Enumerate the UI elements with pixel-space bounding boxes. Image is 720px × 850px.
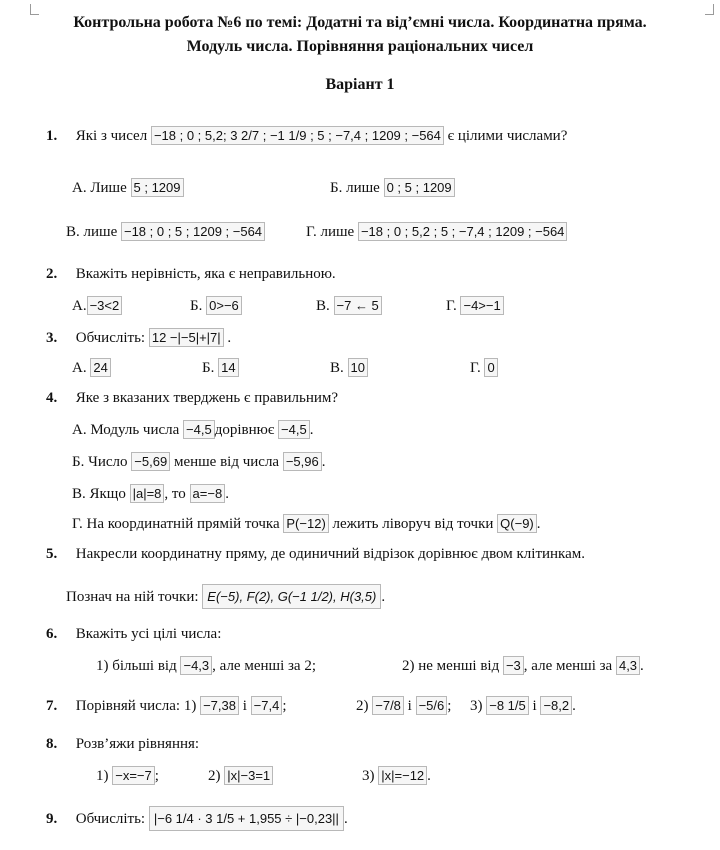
math-expression: |−6 1/4 · 3 1/5 + 1,955 ÷ |−0,23|| (149, 806, 344, 831)
statement-text: лежить ліворуч від точки (332, 516, 494, 532)
question-text: Вкажіть усі цілі числа: (75, 626, 222, 642)
statement-text: дорівнює (214, 422, 275, 438)
answer-option-a (72, 358, 111, 377)
page-title-line-1: Контрольна робота №6 по темі: Додатні та від’ємні числа. Координатна пряма. (73, 14, 647, 31)
math-expression: −18 ; 0 ; 5 ; 1209 ; −564 (121, 222, 265, 241)
option-label: В. (316, 298, 330, 314)
question-text: Обчисліть: (75, 811, 146, 827)
question-6-part-2: 2) не менші від −3 , але менші за 4,3 . (402, 658, 644, 674)
part-label: 3) (362, 768, 375, 784)
answer-option-d (470, 358, 498, 377)
question-number: 8. (46, 736, 58, 752)
conjunction: і (407, 698, 412, 714)
part-label: 1) (96, 768, 109, 784)
math-expression: |a|=8 (130, 484, 165, 503)
question-text: Які з чисел (75, 128, 148, 144)
math-expression: −18 ; 0 ; 5,2; 3 2/7 ; −1 1/9 ; 5 ; −7,4 ; 1209 ; −564 (151, 126, 444, 145)
statement-text: менше від числа (173, 454, 280, 470)
question-text: Розв’яжи рівняння: (75, 736, 200, 752)
question-number: 5. (46, 546, 58, 562)
statement-text: Г. На координатній прямій точка (72, 516, 280, 532)
part-label: 3) (470, 698, 483, 714)
math-expression: 12 −|−5|+|7| (149, 328, 224, 347)
math-expression: −x=−7 (112, 766, 155, 785)
option-label: Г. (470, 360, 481, 376)
answer-option-d (306, 222, 567, 241)
question-3: 3. Обчисліть: 12 −|−5|+|7| . (46, 330, 232, 346)
math-expression: −3 (503, 656, 524, 675)
question-text: Обчисліть: (75, 330, 146, 346)
question-5 (46, 546, 585, 563)
question-5-points: Познач на ній точки: E(−5), F(2), G(−1 1/2), H(3,5) . (66, 584, 385, 609)
math-expression: 14 (218, 358, 238, 377)
question-6-part-1 (96, 656, 316, 675)
question-number: 2. (46, 266, 58, 282)
question-number: 9. (46, 811, 58, 827)
question-7: 7. Порівняй числа: 1) −7,38 і −7,4 ; (46, 698, 287, 714)
math-expression: −8 1/5 (486, 696, 529, 715)
statement-text: В. Якщо (72, 486, 126, 502)
question-text: Вкажіть нерівність, яка є неправильною. (75, 266, 336, 282)
question-8-part-2 (208, 766, 273, 785)
math-expression: a=−8 (190, 484, 226, 503)
option-label: Г. лише (306, 224, 355, 240)
statement-text: , то (164, 486, 186, 502)
answer-option-c (316, 296, 382, 315)
statement-text: А. Модуль числа (72, 422, 180, 438)
question-7-part-2: 2) −7/8 і −5/6 ; (356, 698, 452, 714)
question-text: Познач на ній точки: (66, 589, 199, 605)
question-8-part-1: 1) −x=−7 ; (96, 768, 159, 784)
math-expression: −3<2 (87, 296, 123, 315)
question-number: 3. (46, 330, 58, 346)
math-expression: −4,5 (183, 420, 215, 439)
answer-option-b (190, 296, 242, 315)
option-label: А. (72, 298, 87, 314)
answer-option-c (330, 358, 368, 377)
statement-b: Б. Число −5,69 менше від числа −5,96 . (72, 454, 326, 470)
question-9: 9. Обчисліть: |−6 1/4 · 3 1/5 + 1,955 ÷ |−0,23|| . (46, 806, 348, 831)
question-text: є цілими числами? (447, 128, 568, 144)
question-4 (46, 390, 338, 407)
question-text: Порівняй числа: 1) (75, 698, 197, 714)
option-label: Г. (446, 298, 457, 314)
answer-option-d (446, 296, 504, 315)
variant-title: Варіант 1 (325, 76, 395, 93)
statement-text: Б. Число (72, 454, 128, 470)
math-expression: −5,69 (131, 452, 170, 471)
math-expression: 10 (348, 358, 368, 377)
math-expression: 0 (484, 358, 497, 377)
math-expression: −7 ← 5 (334, 296, 382, 315)
option-label: А. Лише (72, 180, 127, 196)
statement-a: А. Модуль числа −4,5 дорівнює −4,5 . (72, 422, 314, 438)
part-text: 2) не менші від (402, 658, 500, 674)
math-expression: −4,5 (278, 420, 310, 439)
math-expression: Q(−9) (497, 514, 537, 533)
math-expression: −4,3 (180, 656, 212, 675)
question-7-part-3: 3) −8 1/5 і −8,2 . (470, 698, 576, 714)
part-label: 2) (356, 698, 369, 714)
answer-option-a (72, 296, 122, 315)
math-expression: P(−12) (283, 514, 328, 533)
question-number: 1. (46, 128, 58, 144)
statement-d: Г. На координатній прямій точка P(−12) лежить ліворуч від точки Q(−9) . (72, 516, 541, 532)
conjunction: і (532, 698, 537, 714)
math-expression: E(−5), F(2), G(−1 1/2), H(3,5) (202, 584, 381, 609)
part-text: , але менші за 2; (212, 658, 316, 674)
math-expression: 5 ; 1209 (131, 178, 184, 197)
question-text: Накресли координатну пряму, де одиничний відрізок дорівнює двом клітинкам. (75, 546, 586, 562)
question-8 (46, 736, 199, 753)
math-expression: −7,4 (251, 696, 283, 715)
question-1 (46, 126, 567, 145)
question-number: 7. (46, 698, 58, 714)
answer-option-a (72, 178, 184, 197)
question-2 (46, 266, 336, 283)
math-expression: |x|=−12 (378, 766, 427, 785)
part-text: 1) більші від (96, 658, 177, 674)
math-expression: −5,96 (283, 452, 322, 471)
math-expression: −5/6 (416, 696, 448, 715)
part-label: 2) (208, 768, 221, 784)
math-expression: −4>−1 (460, 296, 503, 315)
answer-option-b (202, 358, 239, 377)
math-expression: 24 (90, 358, 110, 377)
question-number: 4. (46, 390, 58, 406)
option-label: А. (72, 360, 87, 376)
math-expression: −18 ; 0 ; 5,2 ; 5 ; −7,4 ; 1209 ; −564 (358, 222, 567, 241)
question-8-part-3: 3) |x|=−12 . (362, 768, 431, 784)
option-label: В. лише (66, 224, 118, 240)
math-expression: −7,38 (200, 696, 239, 715)
part-text: , але менші за (523, 658, 613, 674)
statement-c: В. Якщо |a|=8 , то a=−8 . (72, 486, 229, 502)
question-text: Яке з вказаних тверджень є правильним? (75, 390, 339, 406)
question-6 (46, 626, 221, 643)
math-expression: |x|−3=1 (224, 766, 273, 785)
option-label: Б. (190, 298, 203, 314)
question-number: 6. (46, 626, 58, 642)
math-expression: 0 ; 5 ; 1209 (384, 178, 455, 197)
option-label: В. (330, 360, 344, 376)
option-label: Б. (202, 360, 215, 376)
math-expression: −8,2 (540, 696, 572, 715)
option-label: Б. лише (330, 180, 380, 196)
conjunction: і (242, 698, 247, 714)
math-expression: 4,3 (616, 656, 640, 675)
answer-option-b (330, 178, 455, 197)
math-expression: −7/8 (372, 696, 404, 715)
page-title-line-2: Модуль числа. Порівняння раціональних чисел (186, 38, 534, 55)
math-expression: 0>−6 (206, 296, 242, 315)
answer-option-c (66, 222, 265, 241)
